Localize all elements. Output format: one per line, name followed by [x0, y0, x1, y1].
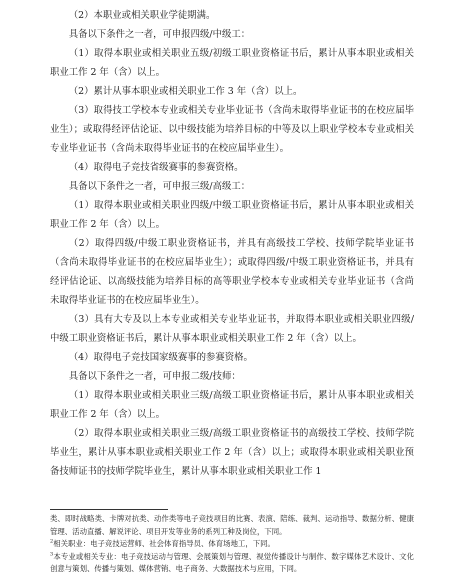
paragraph: （4）取得电子竞技国家级赛事的参赛资格。 — [68, 352, 253, 363]
paragraph: （2）累计从事本职业或相关职业工作 3 年（含）以上。 — [68, 86, 303, 97]
body-text — [50, 6, 414, 481]
footnote-continuation: 类、即时战略类、卡牌对抗类、动作类等电子竞技项目的比赛、表演、陪练、裁判、运动指导、数据分析、健康管理、活动直播、解说评论、项目开发等业务的系列工种及岗位，下同。 — [50, 514, 414, 536]
footnote-3 — [50, 551, 414, 576]
paragraph: （1）取得本职业或相关职业四级/中级工职业资格证书后，累计从事本职业或相关职业工作 2 年（含）以上。 — [50, 200, 414, 230]
footnote-marker: 3 — [50, 551, 54, 558]
paragraph: 具备以下条件之一者，可申报二级/技师： — [68, 371, 241, 382]
paragraph: 具备以下条件之一者，可申报三级/高级工： — [68, 181, 251, 192]
paragraph: （1）取得本职业或相关职业五级/初级工职业资格证书后，累计从事本职业或相关职业工作 2 年（含）以上。 — [50, 48, 414, 78]
footnote-divider — [50, 509, 168, 510]
footnotes — [50, 513, 414, 576]
paragraph: （3）具有大专及以上本专业或相关专业毕业证书，并取得本职业或相关职业四级/中级工职业资格证书后，累计从事本职业或相关职业工作 2 年（含）以上。 — [50, 314, 414, 344]
paragraph: （2）取得本职业或相关职业三级/高级工职业资格证书的高级技工学校、技师学院毕业生，累计从事本职业或相关职业工作 2 年（含）以上；或取得本职业或相关职业预备技师证书的技师学院毕业生，累计从事本职业或相关职业工作 1 — [50, 428, 414, 477]
footnote-text: 本专业或相关专业：电子竞技运动与管理、会展策划与管理、视觉传播设计与制作、数字媒体艺术设计、文化创意与策划、传播与策划、媒体营销、电子商务、大数据技术与应用，下同。 — [50, 551, 414, 574]
paragraph: （4）取得电子竞技省级赛事的参赛资格。 — [68, 162, 244, 173]
footnote-text: 相关职业：电子竞技运营师、社会体育指导员、体育场地工，下同。 — [53, 539, 275, 549]
paragraph: （1）取得本职业或相关职业三级/高级工职业资格证书后，累计从事本职业或相关职业工作 2 年（含）以上。 — [50, 390, 414, 420]
paragraph: （2）取得四级/中级工职业资格证书，并具有高级技工学校、技师学院毕业证书（含尚未取得毕业证书的在校应届毕业生）；或取得四级/中级工职业资格证书，并具有经评估论证、以高级技能为培养目标的高等职业学校本专业或相关专业毕业证书（含尚未取得毕业证书的在校应届毕业生）。 — [50, 238, 414, 306]
footnote-marker: 2 — [50, 538, 54, 545]
paragraph: （2）本职业或相关职业学徒期满。 — [68, 10, 216, 21]
paragraph: （3）取得技工学校本专业或相关专业毕业证书（含尚未取得毕业证书的在校应届毕业生）；或取得经评估论证、以中级技能为培养目标的中等及以上职业学校本专业或相关专业毕业证书（含尚未取得毕业证书的在校应届毕业生）。 — [50, 105, 414, 154]
paragraph: 具备以下条件之一者，可申报四级/中级工： — [68, 29, 251, 40]
footnote-2 — [50, 538, 414, 551]
